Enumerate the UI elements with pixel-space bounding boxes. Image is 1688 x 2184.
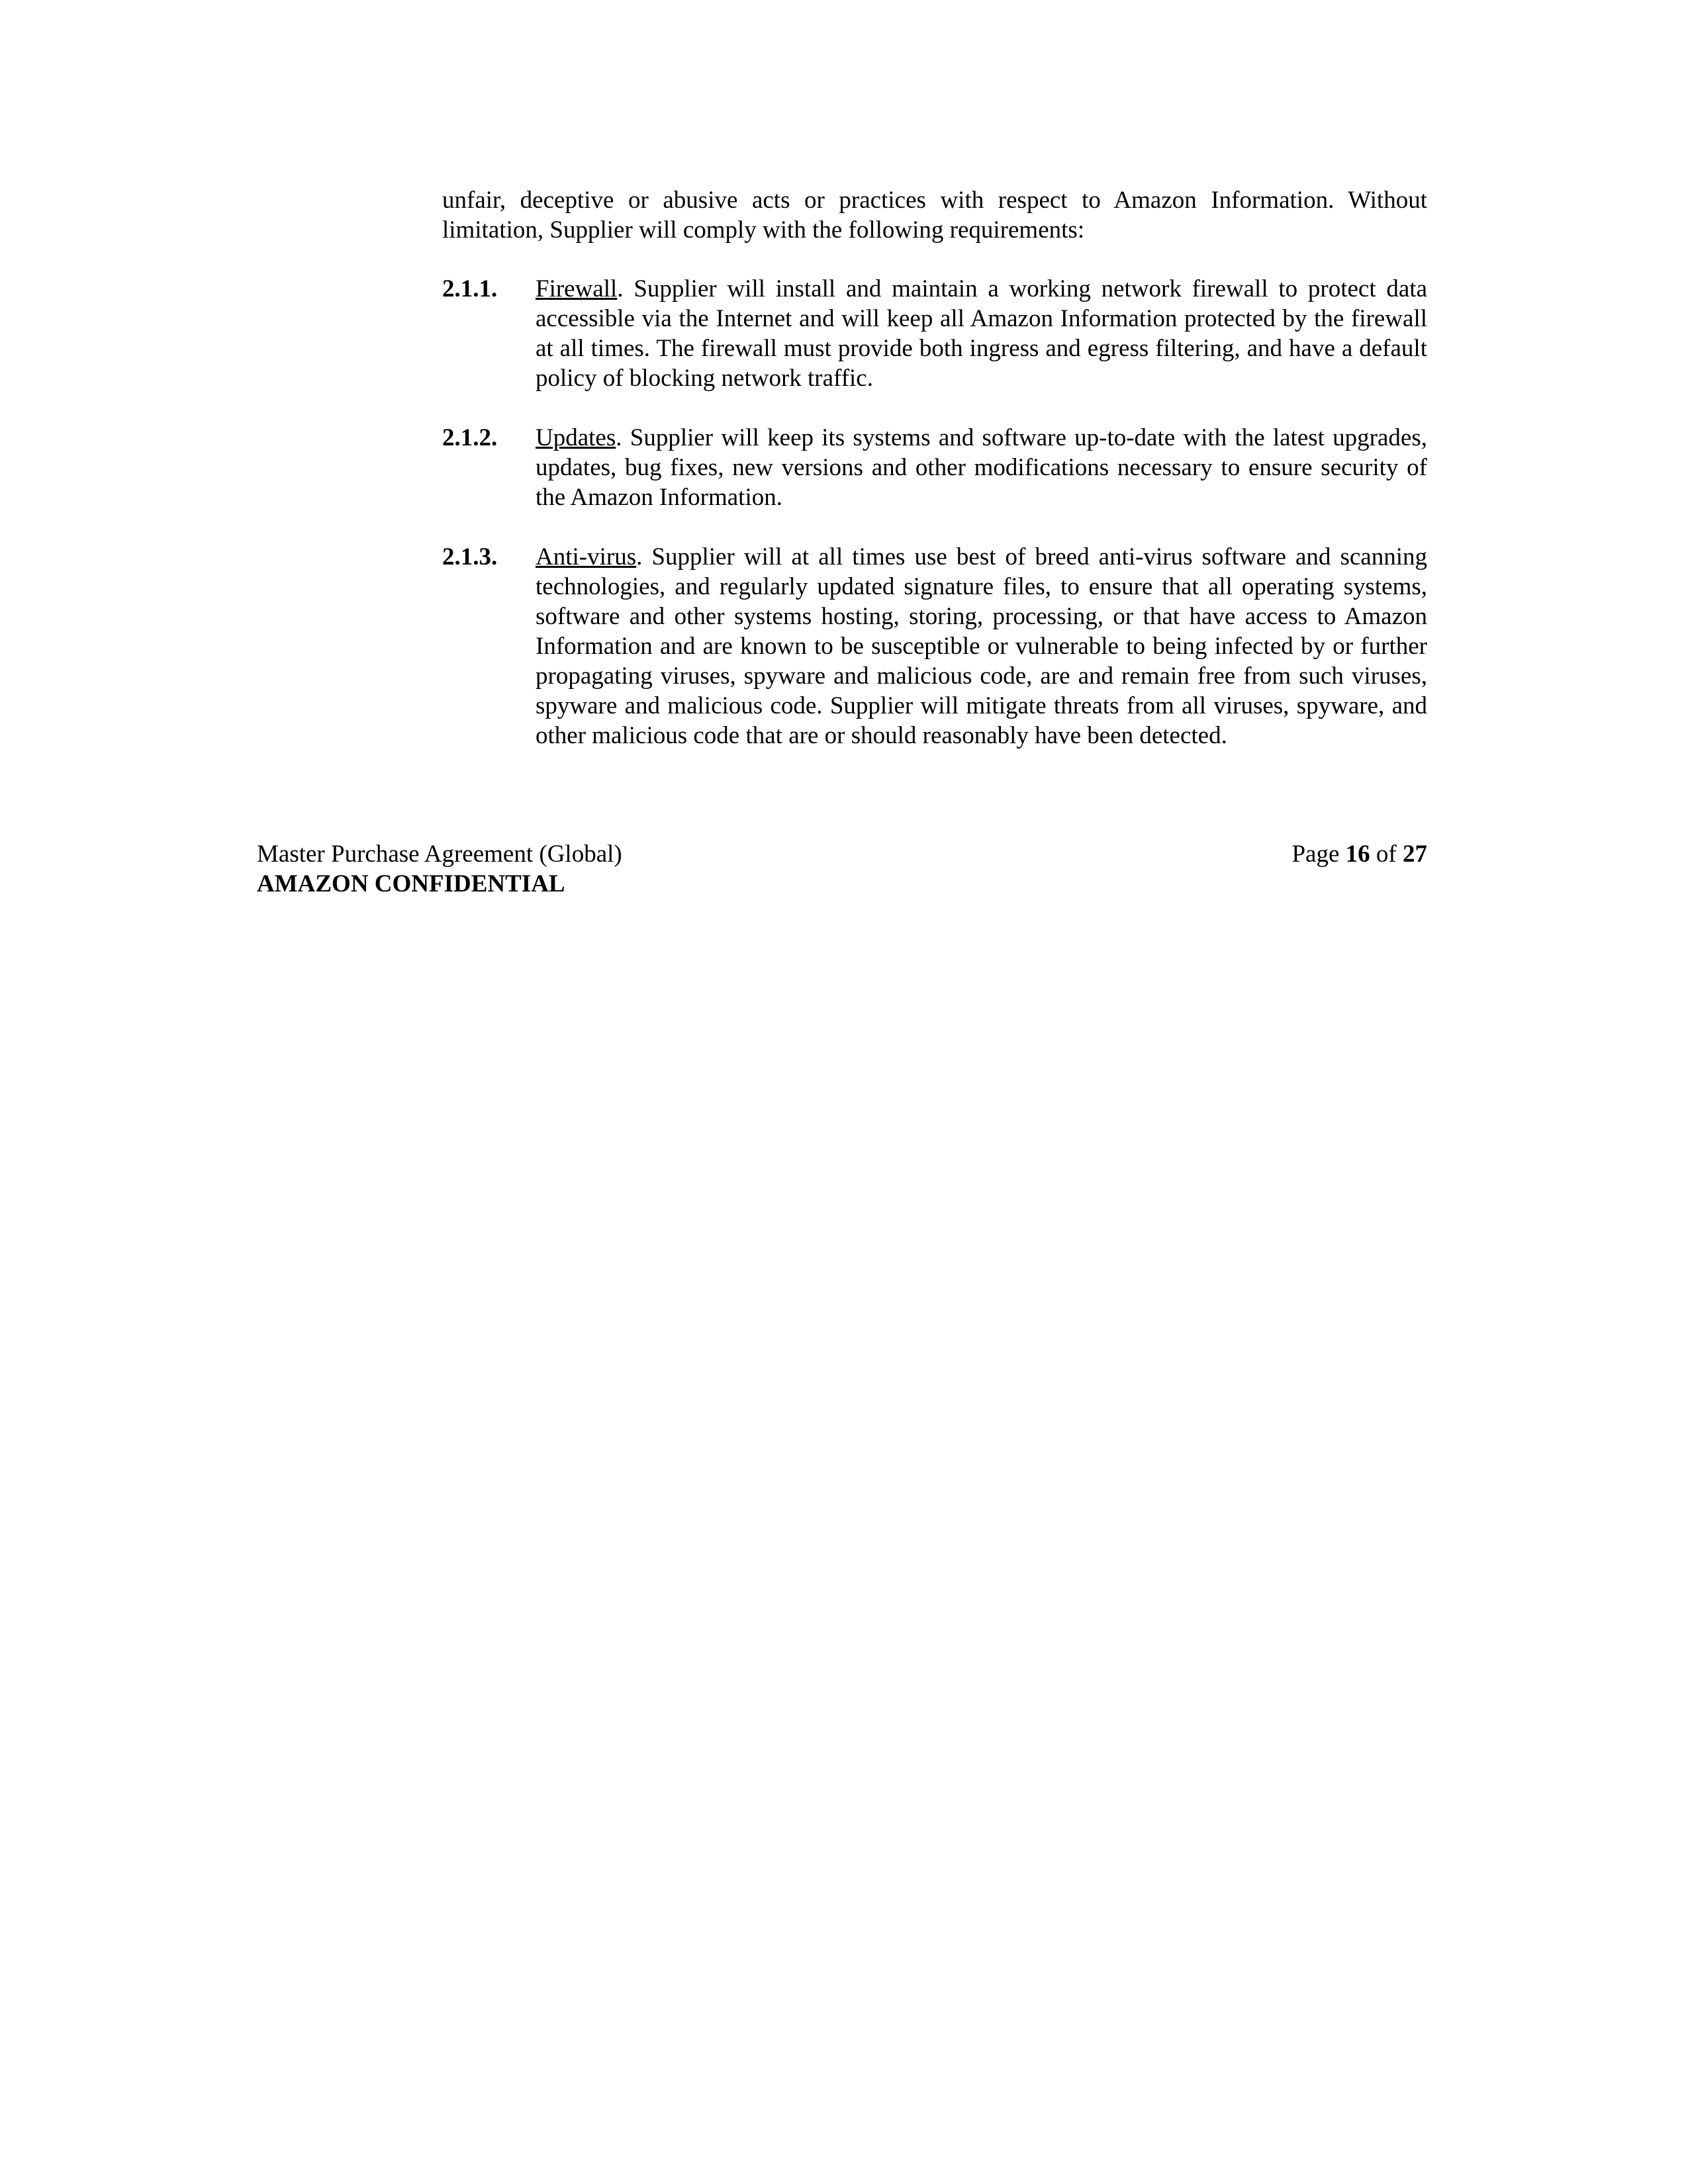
of-label: of (1370, 841, 1403, 868)
clause-number: 2.1.1. (442, 275, 498, 302)
clause-firewall (442, 274, 1427, 393)
clause-text: . Supplier will at all times use best of breed anti-virus software and scanning technologies, and regularly updated signature files, to ensure that all operating systems, software and other systems hosting, storing, processing, or that have access to Amazon Information and are known to be susceptible or vulnerable to being infected by or further propagating viruses, spyware and malicious code, are and remain free from such viruses, spyware and malicious code. Supplier will mitigate threats from all viruses, spyware, and other malicious code that are or should reasonably have been detected. (536, 543, 1427, 749)
footer-left (257, 839, 622, 899)
intro-paragraph (442, 185, 1427, 245)
clause-anti-virus (442, 542, 1427, 751)
footer-page-indicator (1291, 839, 1427, 869)
clause-text: . Supplier will install and maintain a working network firewall to protect data accessible via the Internet and will keep all Amazon Information protected by the firewall at all times. The firewall must provide both ingress and egress filtering, and have a default policy of blocking network traffic. (536, 275, 1427, 392)
clause-body (536, 542, 1427, 751)
clause-heading: Updates (536, 424, 616, 451)
page-total: 27 (1403, 841, 1427, 868)
clause-number: 2.1.2. (442, 424, 498, 451)
clause-heading: Firewall (536, 275, 618, 302)
intro-text: unfair, deceptive or abusive acts or practices with respect to Amazon Information. Without limitation, Supplier will comply with the following requirements: (442, 187, 1427, 244)
clause-number: 2.1.3. (442, 543, 498, 570)
clause-text: . Supplier will keep its systems and software up-to-date with the latest upgrades, updates, bug fixes, new versions and other modifications necessary to ensure security of the Amazon Information. (536, 424, 1427, 511)
clause-body (536, 423, 1427, 512)
page-label: Page (1291, 841, 1346, 868)
footer-document-title: Master Purchase Agreement (Global) (257, 841, 622, 868)
page-number: 16 (1345, 841, 1370, 868)
clause-heading: Anti-virus (536, 543, 637, 570)
footer-confidential: AMAZON CONFIDENTIAL (257, 870, 565, 897)
clause-body (536, 274, 1427, 393)
clause-updates (442, 423, 1427, 512)
